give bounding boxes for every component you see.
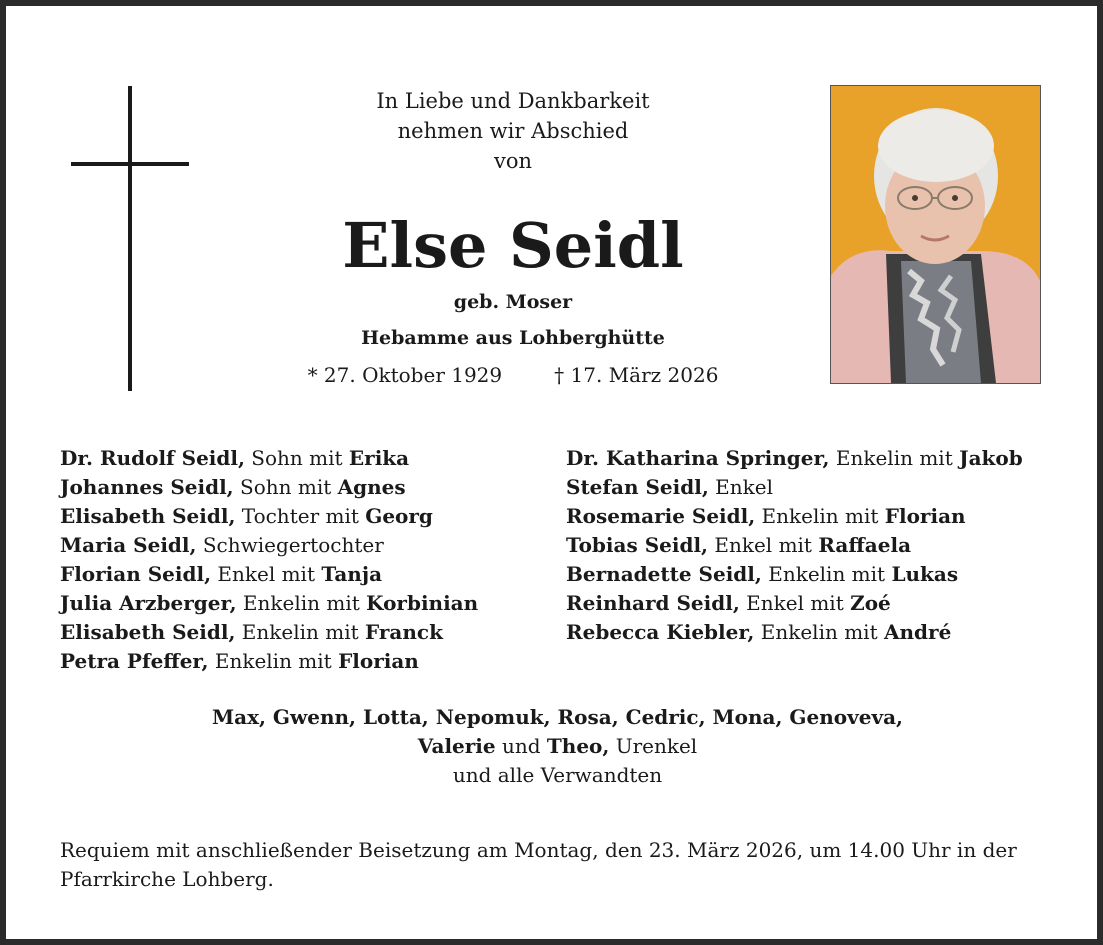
list-item: Bernadette Seidl, Enkelin mit Lukas: [566, 562, 959, 586]
birth-date: * 27. Oktober 1929: [307, 363, 503, 387]
list-item: Elisabeth Seidl, Tochter mit Georg: [60, 504, 433, 528]
deceased-name: Else Seidl: [342, 209, 684, 282]
list-item: Reinhard Seidl, Enkel mit Zoé: [566, 591, 891, 615]
intro-line: von: [493, 149, 533, 173]
list-item: Dr. Katharina Springer, Enkelin mit Jakob: [566, 446, 1023, 470]
list-item: Maria Seidl, Schwiegertochter: [60, 533, 384, 557]
relatives-line: und alle Verwandten: [452, 763, 663, 787]
list-item: Stefan Seidl, Enkel: [566, 475, 773, 499]
list-item: Rebecca Kiebler, Enkelin mit André: [566, 620, 952, 644]
list-item: Petra Pfeffer, Enkelin mit Florian: [60, 649, 419, 673]
list-item: Tobias Seidl, Enkel mit Raffaela: [566, 533, 912, 557]
life-dates: [266, 361, 760, 389]
requiem-notice: Requiem mit anschließender Beisetzung am Montag, den 23. März 2026, um 14.00 Uhr in der Pfarrkirche Lohberg.: [60, 838, 1017, 891]
mourners-right: [566, 444, 1066, 647]
list-item: Dr. Rudolf Seidl, Sohn mit Erika: [60, 446, 410, 470]
list-item: Johannes Seidl, Sohn mit Agnes: [60, 475, 406, 499]
portrait-photo: [830, 85, 1041, 384]
death-date: † 17. März 2026: [554, 363, 719, 387]
birth-name: geb. Moser: [453, 291, 573, 313]
great-grandchildren-names: Max, Gwenn, Lotta, Nepomuk, Rosa, Cedric, Mona, Genoveva,: [211, 705, 903, 729]
list-item: Elisabeth Seidl, Enkelin mit Franck: [60, 620, 443, 644]
intro-line: In Liebe und Dankbarkeit: [376, 89, 650, 113]
list-item: Rosemarie Seidl, Enkelin mit Florian: [566, 504, 966, 528]
intro-text: [306, 86, 720, 176]
profession: Hebamme aus Lohberghütte: [361, 327, 665, 349]
cross-icon-bar: [71, 162, 189, 166]
mourners-left: [60, 444, 540, 676]
intro-line: nehmen wir Abschied: [397, 119, 629, 143]
cross-icon: [128, 86, 132, 391]
list-item: Florian Seidl, Enkel mit Tanja: [60, 562, 383, 586]
great-grandchildren: [106, 703, 1009, 790]
list-item: Julia Arzberger, Enkelin mit Korbinian: [60, 591, 479, 615]
great-grandchildren-last: Valerie und Theo, Urenkel: [417, 734, 698, 758]
